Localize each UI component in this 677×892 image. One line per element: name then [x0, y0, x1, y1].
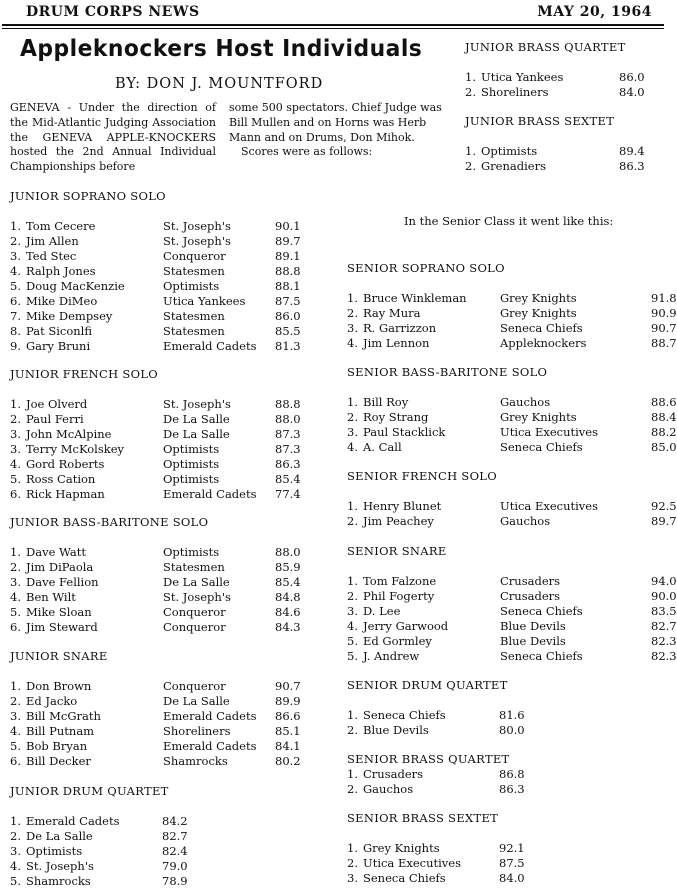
result-rank: 5. — [10, 472, 21, 486]
result-rank: 1. — [465, 144, 476, 158]
result-rank: 1. — [347, 708, 358, 722]
result-score: 82.7 — [651, 619, 677, 633]
result-rank: 8. — [10, 324, 21, 338]
result-corps: Emerald Cadets — [163, 739, 257, 753]
result-name: Paul Stacklick — [363, 425, 446, 439]
result-corps: Grey Knights — [500, 410, 577, 424]
result-score: 80.0 — [499, 723, 525, 737]
result-name: Grenadiers — [481, 159, 546, 173]
result-score: 79.0 — [162, 859, 188, 873]
result-score: 89.7 — [275, 234, 301, 248]
result-name: Tom Falzone — [363, 574, 437, 588]
result-score: 82.3 — [651, 649, 677, 663]
result-rank: 4. — [347, 336, 358, 350]
result-corps: St. Joseph's — [163, 234, 231, 248]
result-rank: 2. — [10, 829, 21, 843]
result-name: Don Brown — [26, 679, 92, 693]
intro-paragraph-left: GENEVA - Under the direction of the Mid-Atlantic Judging Association the GENEVA APPLE-KNOCKERS hosted the 2nd Annual Individual Championships before — [10, 101, 216, 174]
result-rank: 3. — [10, 709, 21, 723]
result-name: Blue Devils — [363, 723, 429, 737]
result-corps: Emerald Cadets — [163, 487, 257, 501]
result-score: 89.9 — [275, 694, 301, 708]
result-corps: Statesmen — [163, 309, 225, 323]
result-name: Gary Bruni — [26, 339, 91, 353]
result-corps: St. Joseph's — [163, 397, 231, 411]
result-corps: Gauchos — [500, 514, 551, 528]
result-corps: Conqueror — [163, 620, 226, 634]
result-corps: Seneca Chiefs — [500, 649, 583, 663]
result-name: Joe Olverd — [26, 397, 88, 411]
result-name: Ed Gormley — [363, 634, 432, 648]
result-name: Ray Mura — [363, 306, 421, 320]
result-corps: De La Salle — [163, 575, 230, 589]
result-rank: 3. — [10, 442, 21, 456]
result-corps: Conqueror — [163, 679, 226, 693]
result-rank: 1. — [347, 395, 358, 409]
result-score: 90.9 — [651, 306, 677, 320]
result-name: Mike DiMeo — [26, 294, 98, 308]
section-title: JUNIOR FRENCH SOLO — [10, 367, 158, 381]
result-score: 82.7 — [162, 829, 188, 843]
result-name: Terry McKolskey — [26, 442, 125, 456]
result-name: Henry Blunet — [363, 499, 442, 513]
result-rank: 1. — [347, 499, 358, 513]
result-name: Shoreliners — [481, 85, 549, 99]
result-score: 86.6 — [275, 709, 301, 723]
result-name: Seneca Chiefs — [363, 871, 446, 885]
result-score: 84.8 — [275, 590, 301, 604]
result-score: 86.3 — [619, 159, 645, 173]
result-name: Bill Decker — [26, 754, 91, 768]
section-title: SENIOR BRASS QUARTET — [347, 752, 510, 766]
result-rank: 2. — [10, 412, 21, 426]
result-rank: 7. — [10, 309, 21, 323]
result-score: 78.9 — [162, 874, 188, 888]
result-rank: 2. — [347, 589, 358, 603]
section-title: JUNIOR BRASS QUARTET — [465, 40, 626, 54]
result-rank: 4. — [10, 859, 21, 873]
result-score: 87.5 — [275, 294, 301, 308]
result-rank: 2. — [347, 306, 358, 320]
result-name: Bob Bryan — [26, 739, 88, 753]
result-corps: Shamrocks — [163, 754, 228, 768]
result-name: De La Salle — [26, 829, 93, 843]
result-name: Optimists — [481, 144, 538, 158]
result-score: 88.0 — [275, 412, 301, 426]
section-title: JUNIOR BASS-BARITONE SOLO — [10, 515, 209, 529]
masthead-rule-thin — [2, 28, 664, 29]
result-name: Bruce Winkleman — [363, 291, 467, 305]
result-rank: 4. — [347, 440, 358, 454]
result-name: Jim Peachey — [363, 514, 434, 528]
intro-scores-text: Scores were as follows: — [241, 145, 373, 159]
result-name: Bill Putnam — [26, 724, 95, 738]
section-title: SENIOR DRUM QUARTET — [347, 678, 508, 692]
result-score: 85.5 — [275, 324, 301, 338]
result-corps: De La Salle — [163, 427, 230, 441]
section-title: SENIOR SNARE — [347, 544, 447, 558]
result-name: Bill Roy — [363, 395, 409, 409]
result-name: Gauchos — [363, 782, 414, 796]
result-score: 90.7 — [651, 321, 677, 335]
result-name: Ross Cation — [26, 472, 96, 486]
result-rank: 2. — [347, 856, 358, 870]
result-corps: Appleknockers — [500, 336, 587, 350]
result-rank: 1. — [347, 574, 358, 588]
result-score: 84.2 — [162, 814, 188, 828]
result-rank: 2. — [347, 723, 358, 737]
section-title: SENIOR FRENCH SOLO — [347, 469, 497, 483]
result-score: 77.4 — [275, 487, 301, 501]
section-title: SENIOR SOPRANO SOLO — [347, 261, 505, 275]
result-score: 89.1 — [275, 249, 301, 263]
result-rank: 6. — [10, 294, 21, 308]
result-score: 88.1 — [275, 279, 301, 293]
result-score: 89.4 — [619, 144, 645, 158]
result-name: Ben Wilt — [26, 590, 76, 604]
result-name: A. Call — [363, 440, 402, 454]
result-corps: Grey Knights — [500, 291, 577, 305]
result-rank: 2. — [347, 410, 358, 424]
result-corps: Conqueror — [163, 605, 226, 619]
result-corps: Statesmen — [163, 324, 225, 338]
masthead-rule — [2, 24, 664, 26]
result-corps: Crusaders — [500, 574, 561, 588]
result-score: 84.3 — [275, 620, 301, 634]
result-rank: 4. — [347, 619, 358, 633]
result-score: 91.8 — [651, 291, 677, 305]
result-score: 87.3 — [275, 427, 301, 441]
result-corps: Utica Yankees — [163, 294, 246, 308]
result-score: 86.3 — [275, 457, 301, 471]
result-score: 88.0 — [275, 545, 301, 559]
result-score: 85.4 — [275, 472, 301, 486]
result-rank: 2. — [10, 694, 21, 708]
result-score: 84.0 — [619, 85, 645, 99]
issue-date: MAY 20, 1964 — [537, 4, 652, 20]
result-name: Bill McGrath — [26, 709, 101, 723]
result-rank: 2. — [347, 782, 358, 796]
result-score: 86.0 — [619, 70, 645, 84]
result-name: Mike Sloan — [26, 605, 92, 619]
result-rank: 4. — [10, 724, 21, 738]
result-name: Gord Roberts — [26, 457, 105, 471]
result-corps: Utica Executives — [500, 425, 598, 439]
result-score: 83.5 — [651, 604, 677, 618]
result-name: Utica Yankees — [481, 70, 564, 84]
result-rank: 3. — [10, 575, 21, 589]
result-name: Ed Jacko — [26, 694, 78, 708]
section-title: JUNIOR SOPRANO SOLO — [10, 189, 166, 203]
result-score: 84.1 — [275, 739, 301, 753]
intro-right-text: some 500 spectators. Chief Judge was Bill Mullen and on Horns was Herb Mann and on Drums, Don Mihok. — [229, 101, 442, 144]
result-score: 85.4 — [275, 575, 301, 589]
result-score: 85.9 — [275, 560, 301, 574]
result-score: 85.1 — [275, 724, 301, 738]
result-rank: 5. — [347, 634, 358, 648]
result-rank: 6. — [10, 754, 21, 768]
result-name: Emerald Cadets — [26, 814, 120, 828]
result-name: Grey Knights — [363, 841, 440, 855]
section-title: SENIOR BRASS SEXTET — [347, 811, 499, 825]
result-score: 86.8 — [499, 767, 525, 781]
result-rank: 2. — [465, 85, 476, 99]
publication-name: DRUM CORPS NEWS — [26, 4, 200, 20]
result-name: Utica Executives — [363, 856, 461, 870]
result-corps: Blue Devils — [500, 619, 566, 633]
result-rank: 5. — [347, 649, 358, 663]
result-corps: Shoreliners — [163, 724, 231, 738]
result-corps: Utica Executives — [500, 499, 598, 513]
result-name: Ralph Jones — [26, 264, 96, 278]
result-score: 86.0 — [275, 309, 301, 323]
result-rank: 1. — [10, 545, 21, 559]
result-corps: Optimists — [163, 279, 220, 293]
result-score: 88.7 — [651, 336, 677, 350]
result-score: 94.0 — [651, 574, 677, 588]
result-corps: Grey Knights — [500, 306, 577, 320]
result-name: St. Joseph's — [26, 859, 94, 873]
result-rank: 2. — [10, 234, 21, 248]
result-rank: 4. — [10, 264, 21, 278]
result-score: 87.5 — [499, 856, 525, 870]
result-rank: 3. — [347, 425, 358, 439]
result-corps: Seneca Chiefs — [500, 321, 583, 335]
result-rank: 3. — [347, 321, 358, 335]
result-corps: Seneca Chiefs — [500, 440, 583, 454]
result-name: Doug MacKenzie — [26, 279, 125, 293]
result-score: 90.0 — [651, 589, 677, 603]
result-score: 81.6 — [499, 708, 525, 722]
result-name: Ted Stec — [26, 249, 77, 263]
section-title: JUNIOR SNARE — [10, 649, 108, 663]
result-corps: St. Joseph's — [163, 590, 231, 604]
result-corps: Blue Devils — [500, 634, 566, 648]
result-corps: Statesmen — [163, 560, 225, 574]
result-rank: 1. — [10, 679, 21, 693]
result-corps: Crusaders — [500, 589, 561, 603]
result-rank: 1. — [347, 841, 358, 855]
result-corps: Optimists — [163, 457, 220, 471]
result-rank: 1. — [347, 767, 358, 781]
result-corps: St. Joseph's — [163, 219, 231, 233]
result-score: 90.7 — [275, 679, 301, 693]
result-name: Dave Watt — [26, 545, 86, 559]
result-rank: 2. — [10, 560, 21, 574]
result-corps: Seneca Chiefs — [500, 604, 583, 618]
result-rank: 3. — [10, 427, 21, 441]
result-corps: De La Salle — [163, 412, 230, 426]
result-rank: 1. — [10, 814, 21, 828]
result-rank: 6. — [10, 487, 21, 501]
result-score: 88.8 — [275, 264, 301, 278]
result-score: 89.7 — [651, 514, 677, 528]
result-corps: Emerald Cadets — [163, 709, 257, 723]
result-rank: 4. — [10, 590, 21, 604]
result-score: 84.0 — [499, 871, 525, 885]
result-score: 82.4 — [162, 844, 188, 858]
result-score: 92.1 — [499, 841, 525, 855]
result-rank: 3. — [10, 844, 21, 858]
result-name: Rick Hapman — [26, 487, 105, 501]
result-rank: 1. — [10, 397, 21, 411]
result-rank: 5. — [10, 739, 21, 753]
result-rank: 1. — [347, 291, 358, 305]
result-name: Crusaders — [363, 767, 424, 781]
result-score: 86.3 — [499, 782, 525, 796]
result-score: 88.2 — [651, 425, 677, 439]
result-name: Optimists — [26, 844, 83, 858]
result-corps: Optimists — [163, 442, 220, 456]
senior-intro: In the Senior Class it went like this: — [404, 214, 614, 228]
result-corps: De La Salle — [163, 694, 230, 708]
headline: Appleknockers Host Individuals — [20, 36, 423, 62]
result-rank: 2. — [347, 514, 358, 528]
intro-paragraph-right — [229, 101, 444, 160]
result-name: Phil Fogerty — [363, 589, 435, 603]
result-corps: Gauchos — [500, 395, 551, 409]
result-name: Jerry Garwood — [363, 619, 449, 633]
result-name: Jim Lennon — [363, 336, 430, 350]
result-score: 88.6 — [651, 395, 677, 409]
result-corps: Emerald Cadets — [163, 339, 257, 353]
result-name: Jim DiPaola — [26, 560, 94, 574]
section-title: SENIOR BASS-BARITONE SOLO — [347, 365, 548, 379]
section-title: JUNIOR BRASS SEXTET — [465, 114, 615, 128]
result-rank: 3. — [347, 871, 358, 885]
result-name: R. Garrizzon — [363, 321, 437, 335]
result-rank: 5. — [10, 874, 21, 888]
section-title: JUNIOR DRUM QUARTET — [10, 784, 169, 798]
result-rank: 3. — [10, 249, 21, 263]
result-corps: Optimists — [163, 545, 220, 559]
byline: BY: DON J. MOUNTFORD — [115, 76, 324, 92]
result-name: Seneca Chiefs — [363, 708, 446, 722]
result-rank: 5. — [10, 605, 21, 619]
result-score: 87.3 — [275, 442, 301, 456]
result-score: 92.5 — [651, 499, 677, 513]
result-score: 80.2 — [275, 754, 301, 768]
result-rank: 2. — [465, 159, 476, 173]
result-rank: 5. — [10, 279, 21, 293]
result-name: Roy Strang — [363, 410, 429, 424]
result-name: Jim Allen — [26, 234, 79, 248]
result-score: 88.8 — [275, 397, 301, 411]
masthead — [0, 0, 666, 22]
result-corps: Optimists — [163, 472, 220, 486]
result-score: 82.3 — [651, 634, 677, 648]
result-name: Paul Ferri — [26, 412, 84, 426]
result-rank: 4. — [10, 457, 21, 471]
result-score: 81.3 — [275, 339, 301, 353]
result-rank: 9. — [10, 339, 21, 353]
result-score: 84.6 — [275, 605, 301, 619]
result-name: Jim Steward — [26, 620, 98, 634]
result-name: Pat Siconlfi — [26, 324, 93, 338]
result-name: John McAlpine — [26, 427, 112, 441]
result-score: 90.1 — [275, 219, 301, 233]
result-corps: Conqueror — [163, 249, 226, 263]
result-rank: 1. — [465, 70, 476, 84]
result-rank: 6. — [10, 620, 21, 634]
result-name: Dave Fellion — [26, 575, 99, 589]
result-name: J. Andrew — [363, 649, 420, 663]
result-name: Mike Dempsey — [26, 309, 113, 323]
result-rank: 3. — [347, 604, 358, 618]
result-score: 88.4 — [651, 410, 677, 424]
result-name: Tom Cecere — [26, 219, 96, 233]
result-score: 85.0 — [651, 440, 677, 454]
result-name: Shamrocks — [26, 874, 91, 888]
result-corps: Statesmen — [163, 264, 225, 278]
result-name: D. Lee — [363, 604, 401, 618]
result-rank: 1. — [10, 219, 21, 233]
